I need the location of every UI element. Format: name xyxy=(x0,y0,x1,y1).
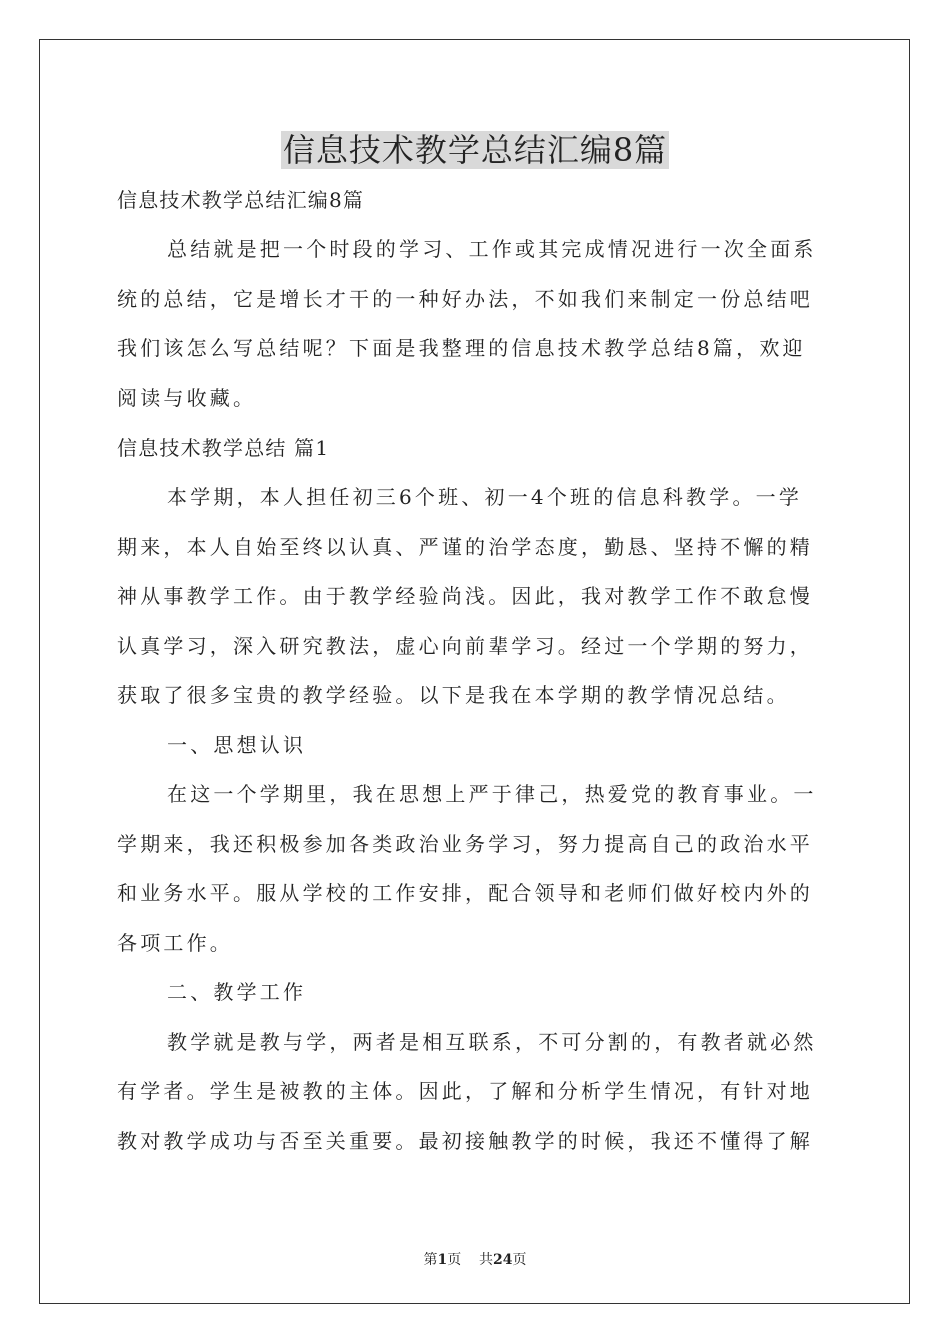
paragraph-line: 阅读与收藏。 xyxy=(117,385,257,410)
paragraph-line: 在这一个学期里，我在思想上严于律己，热爱党的教育事业。一 xyxy=(167,782,817,806)
footer-page-number: 1 xyxy=(437,1252,448,1268)
document-title xyxy=(0,128,950,172)
section-heading: 信息技术教学总结 篇1 xyxy=(117,436,330,460)
paragraph-line: 教学就是教与学，两者是相互联系，不可分割的，有教者就必然 xyxy=(167,1029,817,1054)
section-heading: 信息技术教学总结汇编8篇 xyxy=(117,188,365,212)
footer-page-suffix: 页 xyxy=(447,1252,462,1268)
paragraph-line: 各项工作。 xyxy=(117,930,233,955)
paragraph-line: 总结就是把一个时段的学习、工作或其完成情况进行一次全面系 xyxy=(167,237,817,261)
paragraph-line: 和业务水平。服从学校的工作安排，配合领导和老师们做好校内外的 xyxy=(117,881,813,905)
paragraph-line: 神从事教学工作。由于教学经验尚浅。因此，我对教学工作不敢怠慢 xyxy=(117,584,813,608)
paragraph-line: 统的总结，它是增长才干的一种好办法，不如我们来制定一份总结吧 xyxy=(117,286,813,311)
paragraph-line: 认真学习，深入研究教法，虚心向前辈学习。经过一个学期的努力， xyxy=(117,633,813,658)
page-footer xyxy=(0,1249,950,1269)
document-body xyxy=(117,175,837,1166)
paragraph-line: 一、思想认识 xyxy=(167,732,307,757)
footer-total-pages: 24 xyxy=(493,1252,513,1268)
paragraph-line: 二、教学工作 xyxy=(167,980,307,1004)
footer-total-prefix: 共 xyxy=(479,1252,494,1268)
footer-total-suffix: 页 xyxy=(512,1252,527,1268)
footer-page-prefix: 第 xyxy=(423,1252,438,1268)
paragraph-line: 获取了很多宝贵的教学经验。以下是我在本学期的教学情况总结。 xyxy=(117,683,790,707)
paragraph-line: 本学期，本人担任初三6个班、初一4个班的信息科教学。一学 xyxy=(167,485,803,509)
paragraph-line: 期来，本人自始至终以认真、严谨的治学态度，勤恳、坚持不懈的精 xyxy=(117,534,813,559)
paragraph-line: 学期来，我还积极参加各类政治业务学习，努力提高自己的政治水平 xyxy=(117,831,813,856)
document-title-text: 信息技术教学总结汇编8篇 xyxy=(282,131,668,169)
paragraph-line: 教对教学成功与否至关重要。最初接触教学的时候，我还不懂得了解 xyxy=(117,1128,813,1153)
paragraph-line: 我们该怎么写总结呢？下面是我整理的信息技术教学总结8篇，欢迎 xyxy=(117,336,806,360)
paragraph-line: 有学者。学生是被教的主体。因此，了解和分析学生情况，有针对地 xyxy=(117,1079,813,1103)
